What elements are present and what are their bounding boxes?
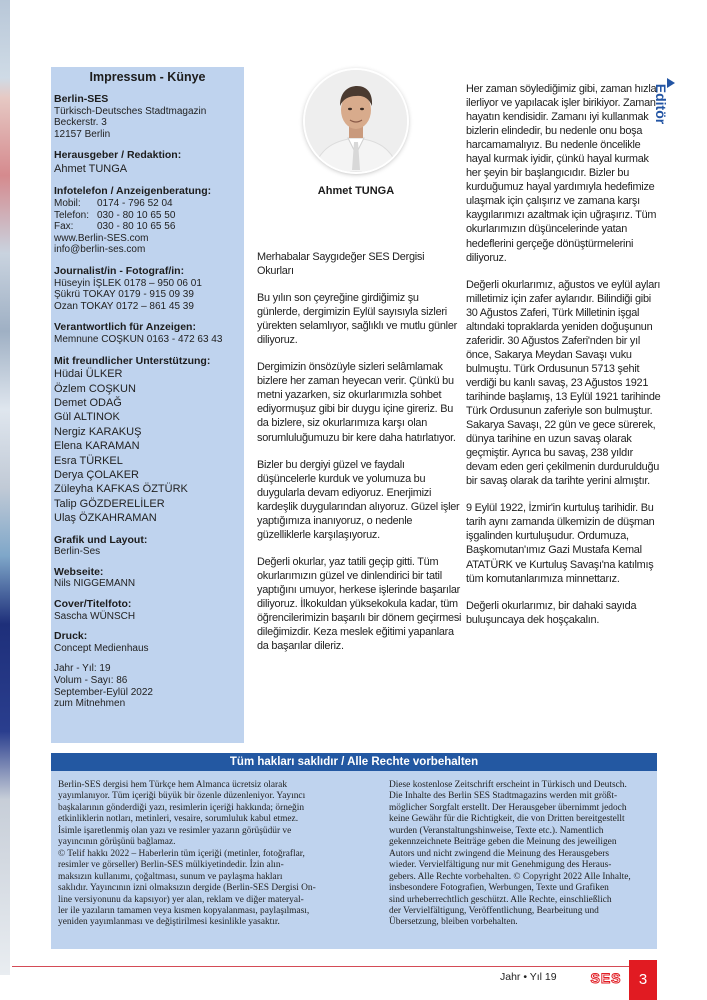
editor-heading: Herausgeber / Redaktion: (54, 149, 182, 162)
print-value: Concept Medienhaus (54, 642, 149, 654)
editorial-paragraph: Merhabalar Saygıdeğer SES Dergisi Okurları (257, 251, 425, 278)
rights-line: Übersetzung, bleiben vorbehalten. (389, 917, 518, 928)
print-block (54, 631, 244, 654)
fax-value: 030 - 80 10 65 56 (97, 221, 176, 233)
telefon-value: 030 - 80 10 65 50 (97, 209, 176, 221)
support-name: Talip GÖZDERELİLER (54, 497, 165, 510)
publisher-line: 12157 Berlin (54, 128, 111, 140)
rights-line: wurden (Veranstaltungshinweise, Texte etc.). Namentlich (389, 825, 604, 836)
telefon-label: Telefon: (54, 209, 90, 221)
mobil-value: 0174 - 796 52 04 (97, 197, 173, 209)
impressum-box (51, 67, 244, 743)
email-link[interactable]: info@berlin-ses.com (54, 244, 146, 256)
journalist-line: Ozan TOKAY 0172 – 861 45 39 (54, 300, 194, 312)
support-name: Elena KARAMAN (54, 440, 140, 453)
journalist-line: Hüseyin İŞLEK 0178 – 950 06 01 (54, 277, 202, 289)
editorial-paragraph: Bizler bu dergiyi güzel ve faydalı düşüncelerle kurduk ve yolumuza bu duygularla devam ediyoruz. Enerjimizi kardeşlik duygularından alıyoruz. Güzel işler yaptığımıza inanıyoruz, o nedenle güzelliklerle karşılaşıyoruz. (257, 458, 460, 541)
rights-line: yayımlanıyor. Tüm içeriği büyük bir özenle düzenleniyor. Yayıncı (58, 791, 306, 802)
issue-line: Volum - Sayı: 86 (54, 674, 128, 686)
rights-line: gebers. Alle Rechte vorbehalten. © Copyright 2022 Alle Inhalte, (389, 871, 631, 882)
editorial-paragraph: Dergimizin önsözüyle sizleri selâmlamak bizlere her zaman heyecan verir. Çünkü bu metni yazarken, siz okurlarımızla sohbet ediyormuşuz gibi bir duygu içine gireriz. Bu da bizlere, siz okurlarımıza karşı olan sorumluluğumuzu bir kere daha hatırlatıyor. (257, 361, 456, 444)
ads-heading: Verantwortlich für Anzeigen: (54, 321, 196, 334)
layout-heading: Grafik und Layout: (54, 533, 148, 546)
editorial-paragraph: Değerli okurlar, yaz tatili geçip gitti. Tüm okurlarımızın güzel ve dinlendirici bir tatil yaptığını umuyor, herkese işlerinde başarılar diliyoruz. İlkokuldan yüksekokula kadar, tüm öğrencilerimizin başarılı bir dönem geçirmesi dileğimizdir. Keza meslek eğitimi yapanlara da başarılar dileriz. (257, 555, 462, 653)
support-name: Esra TÜRKEL (54, 454, 123, 467)
print-heading: Druck: (54, 630, 88, 643)
publisher-line: Beckerstr. 3 (54, 117, 107, 129)
support-block (54, 356, 244, 526)
editor-name: Ahmet TUNGA (54, 162, 128, 175)
fax-label: Fax: (54, 221, 74, 233)
impressum-title: Impressum - Künye (89, 70, 206, 84)
section-label-text: Editör (653, 83, 670, 125)
support-name: Demet ODAĞ (54, 396, 122, 409)
rights-line: saklıdır. Yayıncının izni olmaksızın dergide (Berlin-SES Dergisi On- (58, 883, 316, 894)
footer-issue: Jahr • Yıl 19 (500, 971, 557, 983)
publisher-block (54, 94, 244, 140)
rights-line: İsimle işaretlenmiş olan yazı ve resimler yazarın görüşüdür ve (58, 825, 292, 836)
support-name: Züleyha KAFKAS ÖZTÜRK (54, 483, 188, 496)
ads-block (54, 322, 244, 345)
support-name: Derya ÇOLAKER (54, 468, 139, 481)
rights-line: resimler ve görseller) Berlin-SES mülkiyetindedir. İzin alın- (58, 860, 284, 871)
publisher-name: Berlin-SES (54, 93, 109, 105)
rights-line: © Telif hakkı 2022 – Haberlerin tüm içeriği (metinler, fotoğraflar, (58, 848, 305, 859)
rights-line: Die Inhalte des Berlin SES Stadtmagazins werden mit größt- (389, 791, 618, 802)
rights-line: insbesondere Fotografien, Werbungen, Texte und Grafiken (389, 883, 609, 894)
support-name: Ulaş ÖZKAHRAMAN (54, 512, 157, 525)
rights-turkish-text (58, 780, 348, 929)
rights-line: yeniden yayımlanması ve değiştirilmesi kesinlikle yasaktır. (58, 917, 280, 928)
layout-block (54, 535, 244, 558)
rights-line: Berlin-SES dergisi hem Türkçe hem Almanca ücretsiz olarak (58, 780, 288, 790)
journalists-heading: Journalist/in - Fotograf/in: (54, 264, 185, 277)
rights-title-bar: Tüm hakları saklıdır / Alle Rechte vorbehalten (51, 753, 657, 771)
ses-logo-text: SES (590, 970, 622, 986)
rights-line: sind urheberrechtlich geschützt. Alle Rechte, einschließlich (389, 894, 612, 905)
rights-german-text (389, 780, 679, 929)
editorial-column-1 (257, 250, 462, 666)
editorial-paragraph: 9 Eylül 1922, İzmir'in kurtuluş tarihidir. Bu tarih aynı zamanda ülkemizin de düşman işgalinden kurtuluşudur. Ordumuza, Başkomutan'ımız Gazi Mustafa Kemal ATATÜRK ve Kurtuluş Savaşı'na katılmış tüm komutanlarımıza minnettarız. (466, 502, 655, 585)
rights-line: Diese kostenlose Zeitschrift erscheint in Türkisch und Deutsch. (389, 780, 627, 790)
rights-line: keine Gewähr für die Richtigkeit, die von Dritten bereitgestellt (389, 814, 625, 825)
support-name: Nergiz KARAKUŞ (54, 425, 142, 438)
issue-line: zum Mitnehmen (54, 698, 126, 710)
editorial-paragraph: Değerli okurlarımız, bir dahaki sayıda buluşuncaya dek hoşçakalın. (466, 599, 637, 626)
issue-line: September-Eylül 2022 (54, 686, 153, 698)
rights-line: etkinliklerin notları, metinleri, vesaire, sorumluluk kabul etmez. (58, 814, 299, 825)
support-name: Özlem COŞKUN (54, 382, 136, 395)
support-heading: Mit freundlicher Unterstützung: (54, 354, 211, 367)
contact-block (54, 186, 244, 256)
rights-line: möglicher Sorgfalt erstellt. Der Herausgeber übernimmt jedoch (389, 802, 627, 813)
editorial-column-2 (466, 82, 664, 640)
ses-logo (587, 967, 625, 989)
journalist-line: Şükrü TOKAY 0179 - 915 09 39 (54, 289, 194, 301)
cover-block (54, 599, 244, 622)
ads-line: Memnune COŞKUN 0163 - 472 63 43 (54, 333, 223, 345)
rights-line: wieder. Vervielfältigung nur mit Genehmigung des Heraus- (389, 860, 612, 871)
journalists-block (54, 266, 244, 312)
webseite-heading: Webseite: (54, 565, 104, 578)
contact-heading: Infotelefon / Anzeigenberatung: (54, 185, 212, 198)
rights-line: başkalarının gönderdiği yazı, resimlerin içeriği hakkında; örneğin (58, 802, 305, 813)
support-name: Hüdai ÜLKER (54, 368, 123, 381)
website-link[interactable]: www.Berlin-SES.com (54, 232, 149, 244)
issue-block (54, 663, 244, 709)
left-edge-photo-strip (0, 0, 10, 975)
rights-line: gekennzeichnete Beiträge geben die Meinung des jeweiligen (389, 837, 617, 848)
editorial-paragraph: Bu yılın son çeyreğine girdiğimiz şu günlerde, dergimizin Eylül sayısıyla sizleri yürekten selamlıyor, sağlıklı ve mutlu günler diliyoruz. (257, 292, 458, 347)
author-caption: Ahmet TUNGA (317, 185, 395, 197)
rights-line: line versiyonunu da kapsıyor) yer alan, reklam ve diğer materyal- (58, 894, 304, 905)
cover-heading: Cover/Titelfoto: (54, 597, 132, 610)
rights-line: maksızın kullanımı, çoğaltması, sunum ve paylaşma hakları (58, 871, 283, 882)
author-portrait (305, 70, 407, 172)
editorial-paragraph: Değerli okurlarımız, ağustos ve eylül ayları milletimiz için zafer aylarıdır. Bilindiği gibi 30 Ağustos Zaferi, Türk Milletinin işgal altındaki topraklarda yeniden doğuşunun zaferidir. 30 Ağustos Zaferi'nden bir yıl önce, Sakarya Meydan Savaşı vuku bulmuştu. Türk Ordusunun 5713 şehit verdiği bu kanlı savaş, 23 Ağustos 1921 tarihinde başlamış, 13 Eylül 1921 tarihinde Türk Ordusunun zaferiyle son bulmuştur. Sakarya Savaşı, 22 gün ve gece sürerek, dünya tarihine en uzun savaş olarak geçmiştir. Ayrıca bu savaş, 238 yıldır devam eden geri çekilmenin durdurulduğu bir savaş olarak da tarihte yerini almıştır. (466, 278, 661, 488)
editorial-paragraph: Her zaman söylediğimiz gibi, zaman hızla ilerliyor ve yapılacak işler birikiyor. Zaman hayatın kendisidir. Zamanı iyi kullanmak bizlerin elindedir, bu nedenle onu boşa harcamamalıyız. Bu nedenle öncelikle hayal kurmak iyidir, çünkü hayal kurmak her şeyin bir başlangıcıdır. Bizler bu kurduğumuz hayal yardımıyla hedefimize ulaşmak için çalışırız ve zamana karşı kaygılarımızı azaltmak için uğraşırız. Tüm okurlarımızın düşüncelerinde yatan hedeflerini gerçeğe dönüştürmelerini diliyoruz. (466, 83, 657, 264)
cover-value: Sascha WÜNSCH (54, 610, 136, 622)
telefon-row (54, 210, 244, 222)
fax-row (54, 221, 244, 233)
editor-block (54, 150, 244, 176)
mobil-label: Mobil: (54, 197, 81, 209)
webseite-value: Nils NIGGEMANN (54, 578, 136, 590)
rights-line: der Vervielfältigung, Veröffentlichung, Bearbeitung und (389, 905, 599, 916)
support-name: Gül ALTINOK (54, 411, 120, 424)
rights-box (51, 771, 657, 949)
rights-line: ler ile yazıların tamamen veya kısmen kopyalanması, paylaşılması, (58, 905, 310, 916)
webseite-block (54, 567, 244, 590)
rights-line: yayıncının görüşünü bağlamaz. (58, 837, 176, 848)
publisher-line: Türkisch-Deutsches Stadtmagazin (54, 105, 207, 117)
issue-line: Jahr - Yıl: 19 (54, 663, 111, 675)
mobil-row (54, 198, 244, 210)
page-number: 3 (629, 960, 657, 1000)
footer-divider (12, 966, 629, 967)
rights-line: Autors und nicht zwingend die Meinung des Herausgebers (389, 848, 610, 859)
layout-value: Berlin-Ses (54, 546, 101, 558)
